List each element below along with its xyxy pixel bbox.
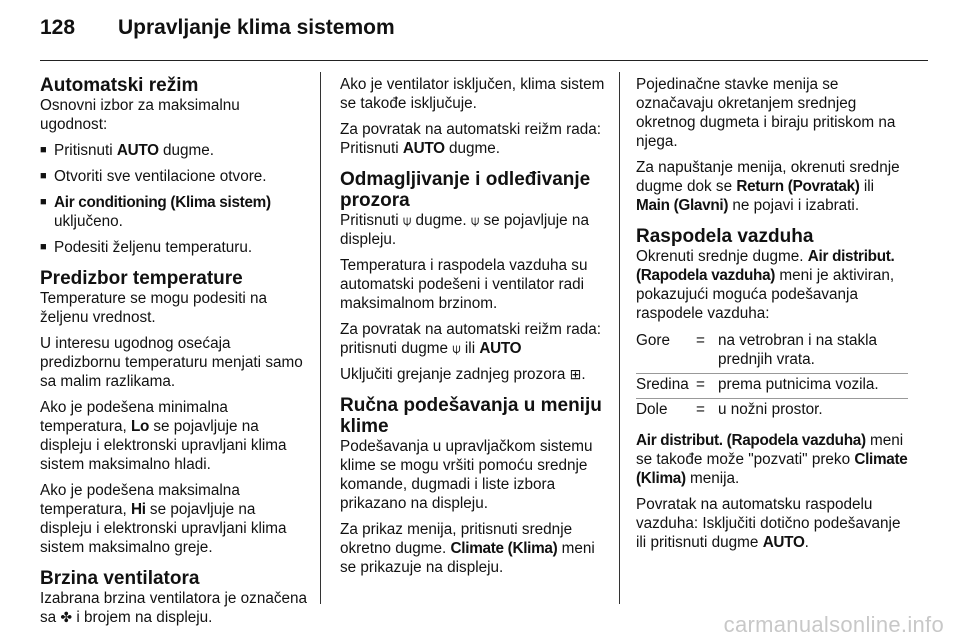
rear-window-heat-icon: ⊞	[569, 366, 582, 382]
windshield-defrost-icon: ⍦	[402, 212, 412, 228]
page-number: 128	[40, 16, 76, 39]
section-heading-manual: Ručna podešavanja u meniju klime	[340, 395, 602, 437]
bullet-icon: ■	[40, 196, 47, 208]
column-divider	[619, 72, 620, 604]
section-heading-distribution: Raspodela vazduha	[636, 226, 814, 247]
paragraph: U interesu ugodnog osećaja predizbornu temperaturu menjati samo sa malim razlikama.	[40, 335, 303, 390]
page-title: Upravljanje klima sistemom	[118, 16, 395, 39]
paragraph: Pritisnuti ⍦ dugme. ⍦ se pojavljuje na displeju.	[340, 212, 589, 248]
fan-icon: ✤	[60, 609, 73, 625]
paragraph: Za povratak na automatski reižm rada: Pritisnuti AUTO dugme.	[340, 121, 602, 157]
auto-intro: Osnovni izbor za maksimalnu ugodnost:	[40, 97, 240, 133]
section-heading-temperature: Predizbor temperature	[40, 268, 243, 289]
paragraph: Air distribut. (Rapodela vazduha) meni se takođe može "pozvati" preko Climate (Klima) menija.	[636, 432, 908, 487]
bullet-icon: ■	[40, 170, 47, 182]
table-row: Sredina = prema putnicima vozila.	[636, 374, 908, 399]
windshield-defrost-icon: ⍦	[470, 212, 480, 228]
bullet-icon: ■	[40, 144, 47, 156]
paragraph: Uključiti grejanje zadnjeg prozora ⊞.	[340, 366, 586, 383]
paragraph: Izabrana brzina ventilatora je označena sa ✤ i brojem na displeju.	[40, 590, 308, 626]
page-header	[40, 16, 395, 48]
paragraph: Za napuštanje menija, okrenuti srednje dugme dok se Return (Povratak) ili Main (Glavni) ne pojavi i izabrati.	[636, 159, 900, 214]
paragraph: Temperature se mogu podesiti na željenu vrednost.	[40, 290, 268, 326]
column-1	[40, 75, 308, 634]
table-row: Dole = u nožni prostor.	[636, 401, 823, 418]
paragraph: Za prikaz menija, pritisnuti srednje okretno dugme. Climate (Klima) meni se prikazuje na displeju.	[340, 521, 595, 576]
paragraph: Ako je podešena minimalna temperatura, Lo se pojavljuje na displeju i elektronski upravljani klima sistem maksimalno hladi.	[40, 399, 287, 473]
paragraph: Povratak na automatsku raspodelu vazduha: Isključiti dotično podešavanje ili pritisnuti dugme AUTO.	[636, 496, 901, 551]
windshield-defrost-icon: ⍦	[452, 340, 461, 356]
list-item: ■ Otvoriti sve ventilacione otvore.	[40, 168, 267, 185]
paragraph: Za povratak na automatski reižm rada: pritisnuti dugme ⍦ ili AUTO	[340, 321, 602, 357]
column-2	[340, 75, 608, 584]
paragraph: Temperatura i raspodela vazduha su automatski podešeni i ventilator radi maksimalnom brzinom.	[340, 257, 588, 312]
table-row: Gore = na vetrobran i na stakla prednjih vrata.	[636, 330, 908, 374]
list-item: ■ Podesiti željenu temperaturu.	[40, 239, 253, 256]
section-heading-fan: Brzina ventilatora	[40, 568, 200, 589]
watermark: carmanualsonline.info	[723, 612, 944, 637]
distribution-table	[636, 330, 908, 423]
list-item: ■ Pritisnuti AUTO dugme.	[40, 142, 215, 159]
section-heading-defrost: Odmagljivanje i odleđivanje prozora	[340, 169, 591, 211]
paragraph: Podešavanja u upravljačkom sistemu klime se mogu vršiti pomoću srednje komande, dugmadi i liste izbora prikazano na displeju.	[340, 438, 593, 512]
paragraph: Ako je ventilator isključen, klima sistem se takođe isključuje.	[340, 76, 605, 112]
bullet-icon: ■	[40, 241, 47, 253]
column-3	[636, 75, 908, 559]
section-heading-auto: Automatski režim	[40, 75, 199, 96]
header-rule	[40, 60, 928, 61]
paragraph: Okrenuti srednje dugme. Air distribut. (Rapodela vazduha) meni je aktiviran, pokazujući moguća podešavanja raspodele vazduha:	[636, 248, 895, 322]
column-divider	[320, 72, 321, 604]
paragraph: Pojedinačne stavke menija se označavaju okretanjem srednjeg okretnog dugmeta i biraju pritiskom na njega.	[636, 76, 896, 150]
list-item: ■ Air conditioning (Klima sistem) uključeno.	[40, 194, 271, 230]
paragraph: Ako je podešena maksimalna temperatura, Hi se pojavljuje na displeju i elektronski upravljani klima sistem maksimalno greje.	[40, 482, 287, 556]
